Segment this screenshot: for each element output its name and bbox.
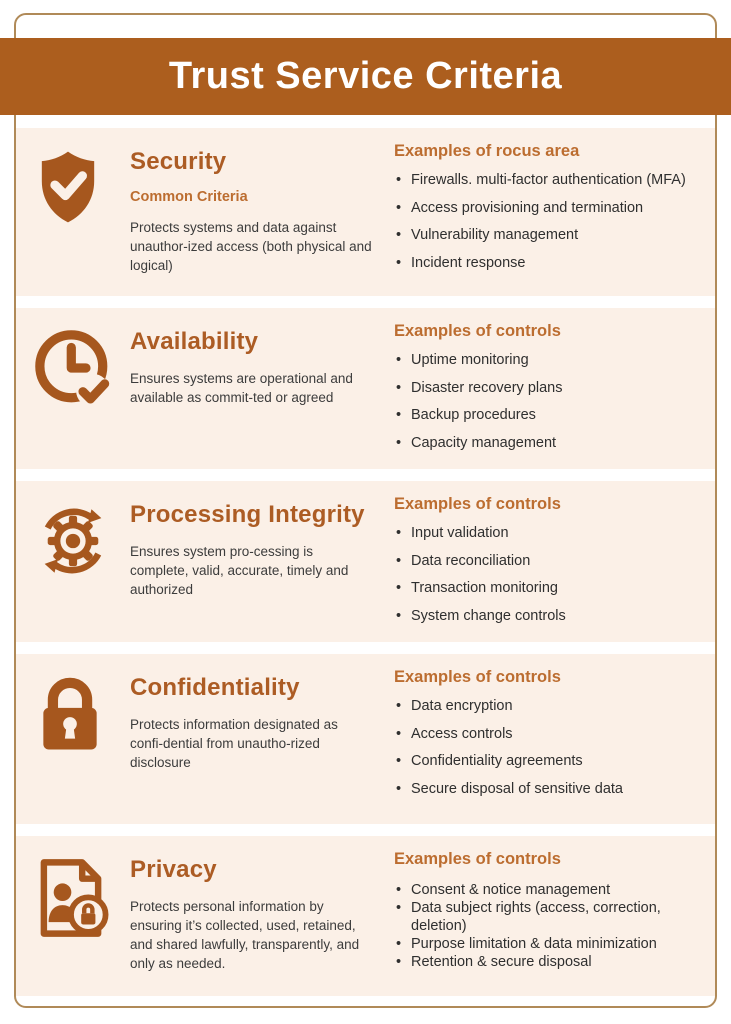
section-title: Processing Integrity xyxy=(130,501,365,528)
header-banner xyxy=(0,38,731,115)
section-title: Security xyxy=(130,148,227,175)
example-item: • Backup procedures xyxy=(394,406,701,425)
section-availability xyxy=(16,308,715,469)
section-title: Confidentiality xyxy=(130,674,300,701)
privacy-examples-column xyxy=(382,850,701,988)
examples-list xyxy=(394,881,701,971)
section-title: Availability xyxy=(130,328,259,355)
section-description: Ensures system pro-cessing is complete, valid, accurate, timely and authorized xyxy=(130,544,349,597)
example-item: • Vulnerability management xyxy=(394,226,701,245)
example-item: • Firewalls. multi-factor authentication (MFA) xyxy=(394,171,701,190)
section-subtitle: Common Criteria xyxy=(130,189,248,205)
content-card xyxy=(14,13,717,1008)
example-item: • Input validation xyxy=(394,524,701,543)
section-description: Protects personal information by ensuring it’s collected, used, retained, and shared lawfully, transparently, and only as needed. xyxy=(130,899,360,971)
example-item: • Access provisioning and termination xyxy=(394,199,701,218)
example-item: • Purpose limitation & data minimization xyxy=(394,935,701,953)
examples-heading: Examples of rocus area xyxy=(394,142,580,160)
clock-check-icon xyxy=(32,322,130,461)
availability-text-column xyxy=(130,322,382,461)
examples-list xyxy=(394,171,701,272)
example-item: • Confidentiality agreements xyxy=(394,752,701,771)
example-item: • Consent & notice management xyxy=(394,881,701,899)
example-item: • Data reconciliation xyxy=(394,552,701,571)
example-item: • Secure disposal of sensitive data xyxy=(394,780,701,799)
section-processing-integrity xyxy=(16,481,715,642)
shield-check-icon xyxy=(32,142,130,288)
example-item: • System change controls xyxy=(394,607,701,626)
example-item: • Data encryption xyxy=(394,697,701,716)
section-title: Privacy xyxy=(130,856,217,883)
example-item: • Uptime monitoring xyxy=(394,351,701,370)
sections-container xyxy=(16,128,715,996)
examples-heading: Examples of controls xyxy=(394,850,561,868)
examples-heading: Examples of controls xyxy=(394,668,561,686)
padlock-icon xyxy=(32,668,130,816)
gear-sync-icon xyxy=(32,495,130,634)
examples-heading: Examples of controls xyxy=(394,322,561,340)
example-item: • Disaster recovery plans xyxy=(394,379,701,398)
section-description: Ensures systems are operational and available as commit-ted or agreed xyxy=(130,371,353,405)
privacy-text-column xyxy=(130,850,382,988)
security-text-column xyxy=(130,142,382,288)
examples-list xyxy=(394,351,701,452)
examples-list xyxy=(394,524,701,625)
example-item: • Access controls xyxy=(394,725,701,744)
example-item: • Capacity management xyxy=(394,434,701,453)
availability-examples-column xyxy=(382,322,701,461)
section-description: Protects information designated as confi-dential from unautho-rized disclosure xyxy=(130,717,338,770)
security-examples-column xyxy=(382,142,701,288)
section-description: Protects systems and data against unauthor-ized access (both physical and logical) xyxy=(130,220,372,273)
examples-heading: Examples of controls xyxy=(394,495,561,513)
privacy-document-icon xyxy=(32,850,130,988)
examples-list xyxy=(394,697,701,798)
example-item: • Incident response xyxy=(394,254,701,273)
section-privacy xyxy=(16,836,715,996)
example-item: • Transaction monitoring xyxy=(394,579,701,598)
example-item: • Data subject rights (access, correction, deletion) xyxy=(394,899,701,935)
processing-integrity-text-column xyxy=(130,495,382,634)
example-item: • Retention & secure disposal xyxy=(394,953,701,971)
confidentiality-text-column xyxy=(130,668,382,816)
confidentiality-examples-column xyxy=(382,668,701,816)
processing-integrity-examples-column xyxy=(382,495,701,634)
page-title: Trust Service Criteria xyxy=(168,55,563,97)
section-security xyxy=(16,128,715,296)
section-confidentiality xyxy=(16,654,715,824)
